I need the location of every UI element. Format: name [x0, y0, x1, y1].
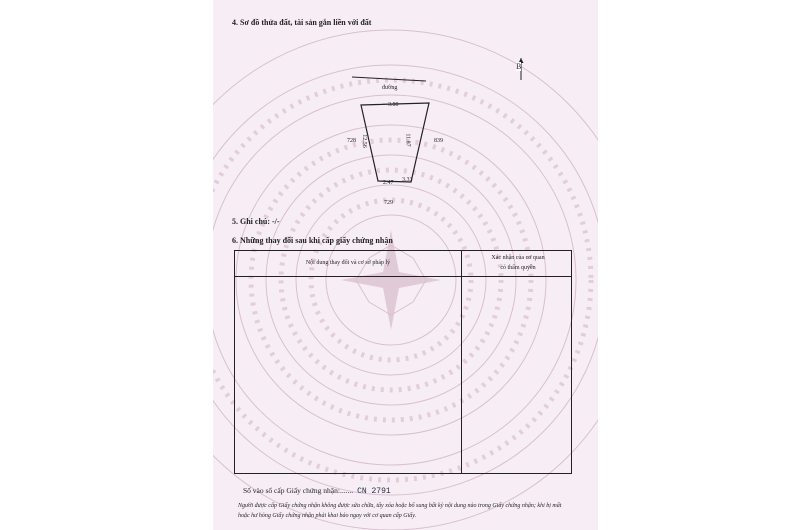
table-header-divider: [235, 276, 571, 277]
parcel-outline: [361, 103, 429, 182]
road-label: đường: [382, 85, 398, 91]
top-width-label: 3.80: [388, 102, 399, 108]
col-confirmation-header-line2: có thẩm quyền: [500, 265, 536, 271]
section-4-title: 4. Sơ đồ thửa đất, tài sản gắn liền với đất: [232, 18, 372, 27]
parcel-sketch: [350, 75, 440, 190]
bottom-left-label: 2.47: [383, 180, 394, 186]
road-line: [352, 77, 426, 81]
neighbor-left-label: 728: [347, 138, 356, 144]
register-label: Số vào sổ cấp Giấy chứng nhận:.......: [243, 486, 354, 495]
col-changes-header: Nội dung thay đổi và cơ sở pháp lý: [305, 260, 391, 266]
section-6-title: 6. Những thay đổi sau khi cấp giấy chứng nhận: [232, 236, 393, 245]
left-side-label: 12.56: [360, 134, 367, 148]
section-5-title: 5. Ghi chú: -/-: [232, 217, 280, 226]
footer-note: Người được cấp Giấy chứng nhận không được sửa chữa, tẩy xóa hoặc bổ sung bất kỳ nội dung nào trong Giấy chứng nhận; khi bị mất hoặc hư hỏng Giấy chứng nhận phải khai báo ngay với cơ quan cấp Giấy.: [238, 503, 562, 519]
changes-table: [234, 250, 572, 474]
north-label: B: [516, 62, 522, 71]
right-side-label: 11.87: [404, 133, 411, 147]
neighbor-right-label: 839: [434, 138, 443, 144]
table-column-divider: [461, 251, 462, 473]
bottom-right-label: 3.33: [402, 177, 413, 183]
register-serial: CN 2791: [357, 487, 391, 496]
col-confirmation-header-line1: Xác nhận của cơ quan: [491, 255, 545, 261]
neighbor-bottom-label: 729: [384, 200, 393, 206]
register-number: [243, 486, 391, 496]
